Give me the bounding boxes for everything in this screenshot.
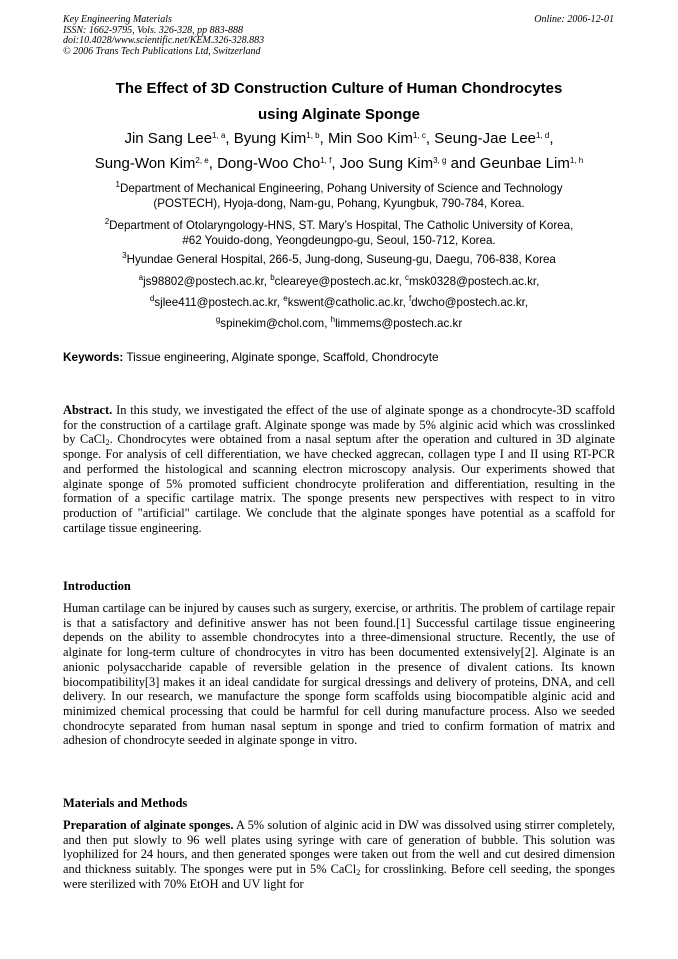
affiliation-2 — [63, 218, 615, 248]
author-name: Jin Sang Lee — [124, 130, 213, 147]
author-name: Byung Kim — [233, 130, 307, 147]
email: sjlee411@postech.ac.kr — [154, 296, 277, 309]
email-marker: b — [270, 273, 275, 282]
email-marker: h — [330, 315, 336, 324]
author-affiliation-marker: 2, e — [195, 156, 209, 165]
affiliation-number: 3 — [122, 251, 127, 260]
journal-doi: doi:10.4028/www.scientific.net/KEM.326-328.883 — [63, 35, 265, 46]
author-separator: , — [225, 130, 234, 147]
author-name: Dong-Woo Cho — [217, 155, 321, 172]
email-separator: , — [536, 275, 540, 288]
methods-text: for crosslinking. Before cell seeding, the sponges were sterilized with 70% EtOH and UV light for — [63, 862, 615, 891]
subscript: 2 — [105, 437, 110, 448]
keywords — [63, 350, 439, 364]
author-name: Geunbae Lim — [479, 155, 570, 172]
email-marker: e — [283, 294, 288, 303]
email-marker: g — [215, 315, 221, 324]
abstract-label: Abstract. — [63, 403, 113, 417]
authors-line-2 — [63, 155, 615, 172]
author-name: Seung-Jae Lee — [434, 130, 536, 147]
author-name: Sung-Won Kim — [94, 155, 196, 172]
abstract — [63, 403, 615, 535]
keywords-text: Tissue engineering, Alginate sponge, Scaffold, Chondrocyte — [123, 350, 439, 364]
emails-line-2 — [63, 295, 615, 310]
emails-line-1 — [63, 274, 615, 289]
journal-copyright: © 2006 Trans Tech Publications Ltd, Switzerland — [63, 45, 261, 57]
introduction-text: Human cartilage can be injured by causes such as surgery, exercise, or arthritis. The problem of cartilage repair is that a satisfactory and definitive answer has not been found.[1] Successful cartilage tissue engineering depends on the ability to assemble chondrocytes into a three-dimensional structure. Recently, the use of alginate for long-term culture of chondrocytes in vitro has been documented extensively[2]. Alginate is an anionic polysaccharide capable of reversible gelation in the presence of divalent cations. Its known biocompatibility[3] makes it an ideal candidate for surgical dressings and delivery of proteins, DNA, and cell delivery. In our research, we manufacture the sponge form scaffolds using biocompatible alginic acid and minimized chemical processing that could be harmful for cell during manufacture process. Also we seeded chondrocyte separated from human nasal septum in sponge and tried to confirm formation of matrix and adhesion of chondrocyte seeded in alginate sponge in vitro. — [63, 601, 615, 748]
keywords-label: Keywords: — [63, 350, 124, 364]
authors-line-1 — [63, 130, 615, 147]
author-affiliation-marker: 1, f — [320, 156, 332, 165]
email: spinekim@chol.com — [220, 317, 325, 330]
methods-heading: Materials and Methods — [63, 796, 188, 810]
author-affiliation-marker: 1, h — [569, 156, 584, 165]
email: msk0328@postech.ac.kr — [409, 275, 537, 288]
emails-line-3 — [63, 316, 615, 331]
email-marker: a — [138, 273, 144, 282]
author-separator: , — [549, 130, 554, 147]
author-conjunction: and — [446, 155, 480, 172]
email: cleareye@postech.ac.kr — [274, 275, 399, 288]
email-separator: , — [324, 317, 331, 330]
paper-title-line-1: The Effect of 3D Construction Culture of Human Chondrocytes — [115, 80, 563, 97]
email-marker: c — [405, 273, 410, 282]
email-marker: d — [149, 294, 155, 303]
methods-paragraph — [63, 818, 615, 892]
email-separator: , — [524, 296, 529, 309]
author-separator: , — [319, 130, 328, 147]
author-affiliation-marker: 1, a — [212, 131, 226, 140]
journal-name: Key Engineering Materials — [63, 14, 172, 25]
author-name: Joo Sung Kim — [339, 155, 434, 172]
author-separator: , — [331, 155, 340, 172]
email-marker: f — [409, 294, 412, 303]
email-separator: , — [276, 296, 284, 309]
affiliation-text: #62 Youido-dong, Yeongdeungpo-gu, Seoul, 150-712, Korea. — [182, 234, 496, 247]
email: js98802@postech.ac.kr — [143, 275, 264, 288]
abstract-text: In this study, we investigated the effect of the use of alginate sponge as a chondrocyte-3D scaffold for the construction of a cartilage graft. Alginate sponge was made by 5% alginic acid which was crosslinked by CaCl — [63, 403, 615, 447]
methods-subheading: Preparation of alginate sponges. — [63, 818, 234, 832]
paper-title-line-2: using Alginate Sponge — [258, 106, 420, 123]
journal-header — [63, 15, 264, 57]
author-affiliation-marker: 1, c — [413, 131, 426, 140]
affiliation-number: 2 — [104, 217, 110, 226]
author-separator: , — [425, 130, 435, 147]
abstract-text: . Chondrocytes were obtained from a nasal septum after the operation and cultured in 3D alginate sponge. For analysis of cell differentiation, we have checked aggrecan, collagen type I and II using RT-PCR and performed the histological and scanning electron microscopy analysis. Our experiments showed that alginate sponge of 5% promoted sufficient chondrocyte proliferation and differentiation, resulting in the formation of a specific cartilage matrix. The sponge presents new perspectives with respect to in vitro production of "artificial" cartilage. We conclude that the alginate sponges have potential as a scaffold for cartilage tissue engineering. — [63, 432, 615, 535]
author-affiliation-marker: 3, g — [433, 156, 447, 165]
author-affiliation-marker: 1, b — [306, 131, 320, 140]
author-name: Min Soo Kim — [327, 130, 413, 147]
email-separator: , — [263, 275, 271, 288]
email: kswent@catholic.ac.kr — [287, 296, 403, 309]
author-separator: , — [208, 155, 218, 172]
affiliation-number: 1 — [115, 180, 120, 189]
affiliation-1 — [63, 181, 615, 211]
author-affiliation-marker: 1, d — [536, 131, 550, 140]
methods-text: A 5% solution of alginic acid in DW was dissolved using stirrer completely, and then put slowly to 96 well plates using syringe with care of generation of bubble. This solution was lyophilized for 24 hours, and then generated sponges were taken out from the well and cut desired dimension and thickness suitably. The sponges were put in 5% CaCl — [63, 818, 615, 877]
journal-issn: ISSN: 1662-9795, Vols. 326-328, pp 883-888 — [63, 24, 243, 36]
affiliation-3 — [63, 252, 615, 267]
online-date: Online: 2006-12-01 — [534, 14, 614, 25]
email: dwcho@postech.ac.kr — [411, 296, 525, 309]
email: limmems@postech.ac.kr — [335, 317, 463, 330]
affiliation-text: Hyundae General Hospital, 266-5, Jung-dong, Suseung-gu, Daegu, 706-838, Korea — [126, 253, 556, 266]
introduction-heading: Introduction — [63, 579, 131, 593]
affiliation-text: Department of Otolaryngology-HNS, ST. Mary’s Hospital, The Catholic University of Korea, — [109, 219, 574, 232]
affiliation-text: (POSTECH), Hyoja-dong, Nam-gu, Pohang, Kyungbuk, 790-784, Korea. — [153, 197, 525, 210]
affiliation-text: Department of Mechanical Engineering, Pohang University of Science and Technology — [119, 182, 563, 195]
email-separator: , — [402, 296, 410, 309]
email-separator: , — [398, 275, 406, 288]
subscript: 2 — [356, 867, 361, 878]
